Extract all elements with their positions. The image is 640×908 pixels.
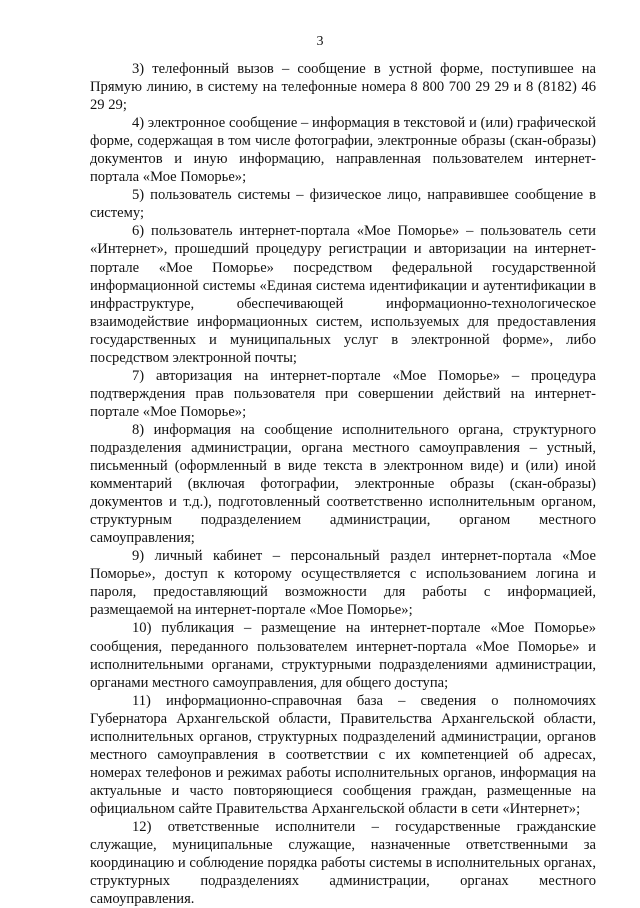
definition-item-5: 5) пользователь системы – физическое лицо, направившее сообщение в систему; [90, 187, 596, 222]
definition-item-7: 7) авторизация на интернет-портале «Мое Поморье» – процедура подтверждения прав пользователя при совершении действий на интернет-портале «Мое Поморье»; [90, 367, 596, 420]
definition-item-9: 9) личный кабинет – персональный раздел интернет-портала «Мое Поморье», доступ к которому осуществляется с использованием логина и пароля, предоставляющий возможности для работы с информацией, размещаемой на интернет-портале «Мое Поморье»; [90, 548, 596, 619]
definition-item-8: 8) информация на сообщение исполнительного органа, структурного подразделения администрации, органа местного самоуправления – устный, письменный (оформленный в виде текста в электронном виде) и (или) иной комментарий (включая фотографии, электронные образы (скан-образы) документов и т.д.), подготовленный соответственно исполнительным органом, структурным подразделением администрации, органом местного самоуправления; [90, 421, 596, 547]
page-number: 3 [316, 34, 324, 49]
document-body [90, 60, 596, 908]
definition-item-11: 11) информационно-справочная база – сведения о полномочиях Губернатора Архангельской области, Правительства Архангельской области, исполнительных органов, структурных подразделений администрации, органов местного самоуправления в соответствии с их компетенцией об адресах, номерах телефонов и режимах работы исполнительных органов, информация на актуальные и часто повторяющиеся сообщения граждан, размещенные на официальном сайте Правительства Архангельской области в сети «Интернет»; [90, 692, 596, 817]
definition-item-4: 4) электронное сообщение – информация в текстовой и (или) графической форме, содержащая в том числе фотографии, электронные образы (скан-образы) документов и иную информацию, направленная пользователем интернет-портала «Мое Поморье»; [90, 115, 596, 186]
definition-item-10: 10) публикация – размещение на интернет-портале «Мое Поморье» сообщения, переданного пользователем интернет-портала «Мое Поморье» и исполнительными органами, структурными подразделениями администрации, органами местного самоуправления, для общего доступа; [90, 620, 596, 691]
definition-item-12: 12) ответственные исполнители – государственные гражданские служащие, муниципальные служащие, назначенные ответственными за координацию и соблюдение порядка работы системы в исполнительных органах, структурных подразделениях администрации, органах местного самоуправления. [90, 818, 596, 908]
definition-item-3: 3) телефонный вызов – сообщение в устной форме, поступившее на Прямую линию, в систему на телефонные номера 8 800 700 29 29 и 8 (8182) 46 29 29; [90, 61, 596, 114]
definition-item-6: 6) пользователь интернет-портала «Мое Поморье» – пользователь сети «Интернет», прошедший процедуру регистрации и авторизации на интернет-портале «Мое Поморье» посредством федеральной государственной информационной системы «Единая система идентификации и аутентификации в инфраструктуре, обеспечивающей информационно-технологическое взаимодействие информационных систем, используемых для предоставления государственных и муниципальных услуг в электронной форме», либо посредством электронной почты; [90, 223, 596, 366]
